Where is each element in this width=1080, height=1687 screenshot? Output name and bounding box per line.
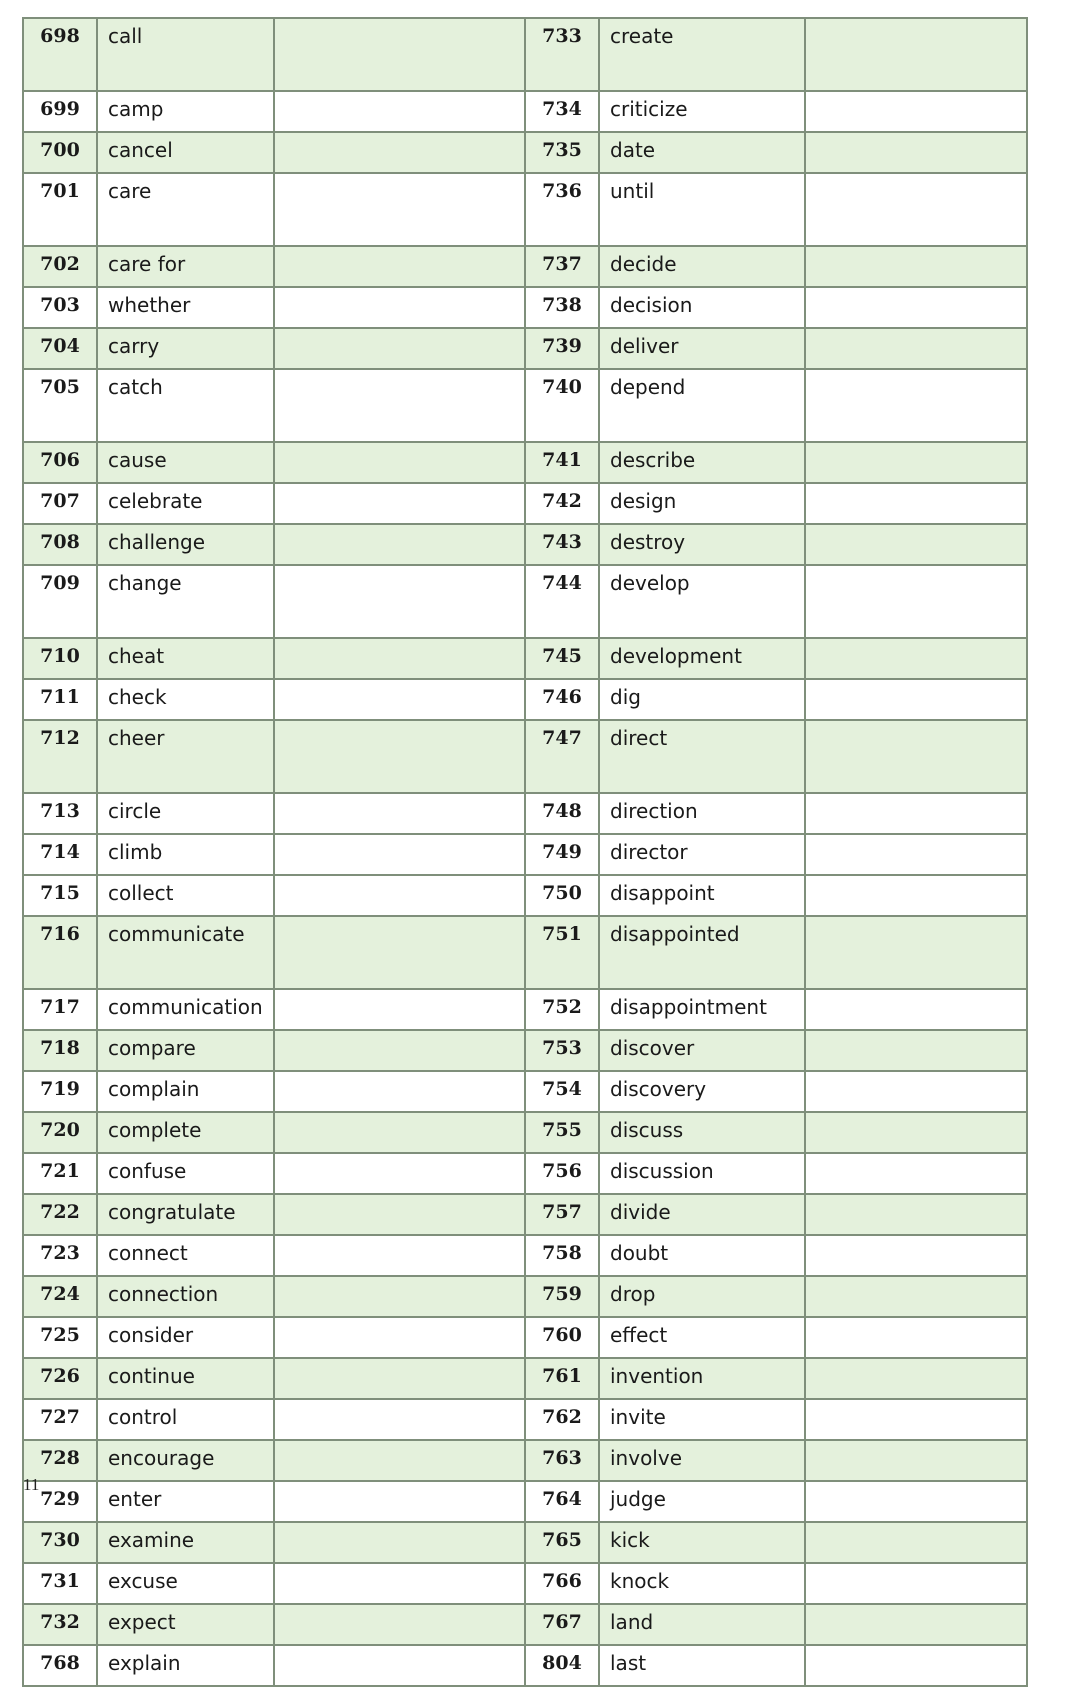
left-answer-cell[interactable] — [274, 679, 525, 720]
right-answer-cell[interactable] — [805, 989, 1027, 1030]
left-entry-number: 708 — [23, 524, 97, 565]
left-answer-cell[interactable] — [274, 173, 525, 246]
right-entry-word: design — [599, 483, 805, 524]
left-entry-number: 707 — [23, 483, 97, 524]
right-entry-number: 742 — [525, 483, 599, 524]
right-entry-number: 753 — [525, 1030, 599, 1071]
left-entry-word: cheer — [97, 720, 274, 793]
right-entry-number: 737 — [525, 246, 599, 287]
left-entry-word: call — [97, 18, 274, 91]
right-answer-cell[interactable] — [805, 834, 1027, 875]
right-entry-word: development — [599, 638, 805, 679]
right-answer-cell[interactable] — [805, 1645, 1027, 1686]
right-entry-number: 745 — [525, 638, 599, 679]
left-entry-number: 716 — [23, 916, 97, 989]
vocabulary-table-body — [23, 18, 1027, 1686]
right-entry-number: 744 — [525, 565, 599, 638]
right-entry-number: 748 — [525, 793, 599, 834]
right-entry-word: knock — [599, 1563, 805, 1604]
left-entry-word: continue — [97, 1358, 274, 1399]
left-entry-word: check — [97, 679, 274, 720]
left-entry-word: carry — [97, 328, 274, 369]
right-answer-cell[interactable] — [805, 132, 1027, 173]
right-answer-cell[interactable] — [805, 1358, 1027, 1399]
left-answer-cell[interactable] — [274, 1030, 525, 1071]
left-entry-number: 706 — [23, 442, 97, 483]
left-entry-number: 723 — [23, 1235, 97, 1276]
right-entry-word: drop — [599, 1276, 805, 1317]
left-entry-word: camp — [97, 91, 274, 132]
table-row — [23, 679, 1027, 720]
left-answer-cell[interactable] — [274, 793, 525, 834]
table-row — [23, 638, 1027, 679]
left-entry-word: collect — [97, 875, 274, 916]
table-row — [23, 369, 1027, 442]
left-entry-number: 722 — [23, 1194, 97, 1235]
right-entry-word: decision — [599, 287, 805, 328]
table-row — [23, 1645, 1027, 1686]
right-entry-number: 734 — [525, 91, 599, 132]
right-entry-word: create — [599, 18, 805, 91]
left-answer-cell[interactable] — [274, 1399, 525, 1440]
table-row — [23, 1563, 1027, 1604]
left-entry-word: complete — [97, 1112, 274, 1153]
left-entry-word: whether — [97, 287, 274, 328]
table-row — [23, 1522, 1027, 1563]
left-answer-cell[interactable] — [274, 1112, 525, 1153]
table-row — [23, 1153, 1027, 1194]
right-entry-word: direction — [599, 793, 805, 834]
left-answer-cell[interactable] — [274, 369, 525, 442]
table-row — [23, 132, 1027, 173]
right-entry-word: divide — [599, 1194, 805, 1235]
right-entry-number: 747 — [525, 720, 599, 793]
left-entry-word: care for — [97, 246, 274, 287]
right-entry-word: discuss — [599, 1112, 805, 1153]
left-entry-word: control — [97, 1399, 274, 1440]
table-row — [23, 91, 1027, 132]
left-entry-word: cancel — [97, 132, 274, 173]
right-entry-word: depend — [599, 369, 805, 442]
left-entry-word: examine — [97, 1522, 274, 1563]
left-answer-cell[interactable] — [274, 91, 525, 132]
left-entry-number: 730 — [23, 1522, 97, 1563]
right-answer-cell[interactable] — [805, 875, 1027, 916]
left-entry-number: 718 — [23, 1030, 97, 1071]
left-answer-cell[interactable] — [274, 1071, 525, 1112]
right-answer-cell[interactable] — [805, 1481, 1027, 1522]
right-entry-word: discover — [599, 1030, 805, 1071]
left-answer-cell[interactable] — [274, 18, 525, 91]
right-entry-number: 736 — [525, 173, 599, 246]
vocabulary-table — [22, 17, 1028, 1687]
right-answer-cell[interactable] — [805, 1399, 1027, 1440]
right-answer-cell[interactable] — [805, 1112, 1027, 1153]
left-entry-number: 725 — [23, 1317, 97, 1358]
table-row — [23, 442, 1027, 483]
left-answer-cell[interactable] — [274, 720, 525, 793]
right-answer-cell[interactable] — [805, 793, 1027, 834]
right-answer-cell[interactable] — [805, 91, 1027, 132]
table-row — [23, 1399, 1027, 1440]
left-entry-number: 768 — [23, 1645, 97, 1686]
table-row — [23, 834, 1027, 875]
right-entry-number: 762 — [525, 1399, 599, 1440]
right-answer-cell[interactable] — [805, 173, 1027, 246]
right-answer-cell[interactable] — [805, 328, 1027, 369]
table-row — [23, 1358, 1027, 1399]
left-answer-cell[interactable] — [274, 875, 525, 916]
right-entry-number: 761 — [525, 1358, 599, 1399]
left-entry-word: catch — [97, 369, 274, 442]
right-answer-cell[interactable] — [805, 442, 1027, 483]
left-entry-word: consider — [97, 1317, 274, 1358]
left-answer-cell[interactable] — [274, 524, 525, 565]
right-entry-number: 749 — [525, 834, 599, 875]
table-row — [23, 1030, 1027, 1071]
right-answer-cell[interactable] — [805, 1604, 1027, 1645]
left-entry-number: 721 — [23, 1153, 97, 1194]
right-answer-cell[interactable] — [805, 1276, 1027, 1317]
table-row — [23, 989, 1027, 1030]
right-entry-number: 751 — [525, 916, 599, 989]
left-entry-number: 732 — [23, 1604, 97, 1645]
left-entry-number: 701 — [23, 173, 97, 246]
right-entry-number: 755 — [525, 1112, 599, 1153]
left-answer-cell[interactable] — [274, 1522, 525, 1563]
left-entry-word: connect — [97, 1235, 274, 1276]
right-answer-cell[interactable] — [805, 1522, 1027, 1563]
page-number: 11 — [23, 1475, 40, 1494]
right-entry-word: develop — [599, 565, 805, 638]
right-answer-cell[interactable] — [805, 565, 1027, 638]
right-entry-number: 765 — [525, 1522, 599, 1563]
table-row — [23, 1112, 1027, 1153]
right-answer-cell[interactable] — [805, 916, 1027, 989]
table-row — [23, 18, 1027, 91]
right-entry-word: disappointment — [599, 989, 805, 1030]
right-answer-cell[interactable] — [805, 483, 1027, 524]
right-answer-cell[interactable] — [805, 1317, 1027, 1358]
left-answer-cell[interactable] — [274, 916, 525, 989]
table-row — [23, 173, 1027, 246]
left-entry-number: 698 — [23, 18, 97, 91]
left-entry-number: 710 — [23, 638, 97, 679]
right-entry-number: 767 — [525, 1604, 599, 1645]
table-row — [23, 1071, 1027, 1112]
left-entry-word: celebrate — [97, 483, 274, 524]
left-answer-cell[interactable] — [274, 1276, 525, 1317]
right-entry-word: invite — [599, 1399, 805, 1440]
right-answer-cell[interactable] — [805, 720, 1027, 793]
right-entry-word: discussion — [599, 1153, 805, 1194]
left-entry-number: 717 — [23, 989, 97, 1030]
left-entry-number: 728 — [23, 1440, 97, 1481]
right-entry-number: 759 — [525, 1276, 599, 1317]
right-entry-word: discovery — [599, 1071, 805, 1112]
right-entry-word: destroy — [599, 524, 805, 565]
left-entry-number: 731 — [23, 1563, 97, 1604]
table-row — [23, 793, 1027, 834]
left-entry-word: care — [97, 173, 274, 246]
right-entry-word: deliver — [599, 328, 805, 369]
right-entry-word: last — [599, 1645, 805, 1686]
left-entry-word: confuse — [97, 1153, 274, 1194]
right-entry-number: 758 — [525, 1235, 599, 1276]
right-answer-cell[interactable] — [805, 638, 1027, 679]
right-entry-number: 746 — [525, 679, 599, 720]
right-entry-word: disappointed — [599, 916, 805, 989]
left-entry-word: challenge — [97, 524, 274, 565]
left-answer-cell[interactable] — [274, 1481, 525, 1522]
right-entry-word: kick — [599, 1522, 805, 1563]
left-entry-number: 729 — [23, 1481, 97, 1522]
left-entry-number: 720 — [23, 1112, 97, 1153]
left-entry-number: 702 — [23, 246, 97, 287]
right-entry-word: criticize — [599, 91, 805, 132]
left-entry-word: enter — [97, 1481, 274, 1522]
right-entry-word: describe — [599, 442, 805, 483]
right-entry-number: 741 — [525, 442, 599, 483]
right-entry-number: 750 — [525, 875, 599, 916]
left-entry-number: 699 — [23, 91, 97, 132]
left-entry-number: 715 — [23, 875, 97, 916]
right-entry-number: 764 — [525, 1481, 599, 1522]
left-answer-cell[interactable] — [274, 989, 525, 1030]
right-answer-cell[interactable] — [805, 679, 1027, 720]
right-entry-word: director — [599, 834, 805, 875]
right-answer-cell[interactable] — [805, 1030, 1027, 1071]
table-row — [23, 875, 1027, 916]
left-answer-cell[interactable] — [274, 565, 525, 638]
table-row — [23, 328, 1027, 369]
left-entry-number: 713 — [23, 793, 97, 834]
left-entry-word: communicate — [97, 916, 274, 989]
left-entry-word: connection — [97, 1276, 274, 1317]
right-entry-word: judge — [599, 1481, 805, 1522]
right-entry-word: disappoint — [599, 875, 805, 916]
table-row — [23, 720, 1027, 793]
right-entry-number: 739 — [525, 328, 599, 369]
left-entry-number: 724 — [23, 1276, 97, 1317]
table-row — [23, 246, 1027, 287]
left-entry-word: compare — [97, 1030, 274, 1071]
table-row — [23, 1317, 1027, 1358]
left-entry-word: cause — [97, 442, 274, 483]
right-entry-number: 735 — [525, 132, 599, 173]
left-answer-cell[interactable] — [274, 1317, 525, 1358]
left-answer-cell[interactable] — [274, 1440, 525, 1481]
table-row — [23, 1481, 1027, 1522]
right-entry-number: 804 — [525, 1645, 599, 1686]
left-entry-word: congratulate — [97, 1194, 274, 1235]
right-entry-word: direct — [599, 720, 805, 793]
left-entry-word: climb — [97, 834, 274, 875]
right-entry-word: date — [599, 132, 805, 173]
left-entry-word: communication — [97, 989, 274, 1030]
left-entry-number: 719 — [23, 1071, 97, 1112]
left-answer-cell[interactable] — [274, 483, 525, 524]
left-answer-cell[interactable] — [274, 1194, 525, 1235]
table-row — [23, 1194, 1027, 1235]
right-entry-number: 743 — [525, 524, 599, 565]
left-answer-cell[interactable] — [274, 442, 525, 483]
right-entry-word: dig — [599, 679, 805, 720]
right-answer-cell[interactable] — [805, 18, 1027, 91]
right-entry-number: 740 — [525, 369, 599, 442]
left-answer-cell[interactable] — [274, 328, 525, 369]
left-entry-word: complain — [97, 1071, 274, 1112]
left-entry-word: change — [97, 565, 274, 638]
right-entry-number: 752 — [525, 989, 599, 1030]
right-entry-number: 754 — [525, 1071, 599, 1112]
right-answer-cell[interactable] — [805, 1153, 1027, 1194]
left-answer-cell[interactable] — [274, 1645, 525, 1686]
right-entry-word: doubt — [599, 1235, 805, 1276]
left-answer-cell[interactable] — [274, 287, 525, 328]
left-entry-word: excuse — [97, 1563, 274, 1604]
left-answer-cell[interactable] — [274, 1604, 525, 1645]
left-entry-word: cheat — [97, 638, 274, 679]
right-answer-cell[interactable] — [805, 1563, 1027, 1604]
table-row — [23, 1440, 1027, 1481]
left-answer-cell[interactable] — [274, 132, 525, 173]
left-entry-number: 712 — [23, 720, 97, 793]
right-answer-cell[interactable] — [805, 1071, 1027, 1112]
left-entry-number: 700 — [23, 132, 97, 173]
left-answer-cell[interactable] — [274, 1563, 525, 1604]
right-answer-cell[interactable] — [805, 287, 1027, 328]
table-row — [23, 483, 1027, 524]
left-answer-cell[interactable] — [274, 246, 525, 287]
right-answer-cell[interactable] — [805, 1440, 1027, 1481]
left-entry-word: explain — [97, 1645, 274, 1686]
left-answer-cell[interactable] — [274, 1153, 525, 1194]
right-entry-word: decide — [599, 246, 805, 287]
left-entry-number: 709 — [23, 565, 97, 638]
left-entry-number: 714 — [23, 834, 97, 875]
table-row — [23, 287, 1027, 328]
left-answer-cell[interactable] — [274, 638, 525, 679]
table-row — [23, 1235, 1027, 1276]
left-entry-word: expect — [97, 1604, 274, 1645]
left-answer-cell[interactable] — [274, 1358, 525, 1399]
left-entry-number: 705 — [23, 369, 97, 442]
right-entry-word: land — [599, 1604, 805, 1645]
left-entry-number: 727 — [23, 1399, 97, 1440]
left-entry-word: encourage — [97, 1440, 274, 1481]
right-entry-word: invention — [599, 1358, 805, 1399]
left-answer-cell[interactable] — [274, 1235, 525, 1276]
right-entry-number: 766 — [525, 1563, 599, 1604]
right-answer-cell[interactable] — [805, 1194, 1027, 1235]
table-row — [23, 565, 1027, 638]
table-row — [23, 1604, 1027, 1645]
right-entry-number: 760 — [525, 1317, 599, 1358]
left-entry-number: 704 — [23, 328, 97, 369]
table-row — [23, 916, 1027, 989]
right-entry-word: effect — [599, 1317, 805, 1358]
right-answer-cell[interactable] — [805, 524, 1027, 565]
right-answer-cell[interactable] — [805, 246, 1027, 287]
right-entry-number: 757 — [525, 1194, 599, 1235]
left-entry-number: 711 — [23, 679, 97, 720]
left-entry-number: 726 — [23, 1358, 97, 1399]
table-row — [23, 1276, 1027, 1317]
table-row — [23, 524, 1027, 565]
right-answer-cell[interactable] — [805, 369, 1027, 442]
left-entry-word: circle — [97, 793, 274, 834]
right-answer-cell[interactable] — [805, 1235, 1027, 1276]
right-entry-word: involve — [599, 1440, 805, 1481]
right-entry-number: 733 — [525, 18, 599, 91]
right-entry-number: 756 — [525, 1153, 599, 1194]
right-entry-number: 738 — [525, 287, 599, 328]
right-entry-word: until — [599, 173, 805, 246]
right-entry-number: 763 — [525, 1440, 599, 1481]
left-entry-number: 703 — [23, 287, 97, 328]
left-answer-cell[interactable] — [274, 834, 525, 875]
